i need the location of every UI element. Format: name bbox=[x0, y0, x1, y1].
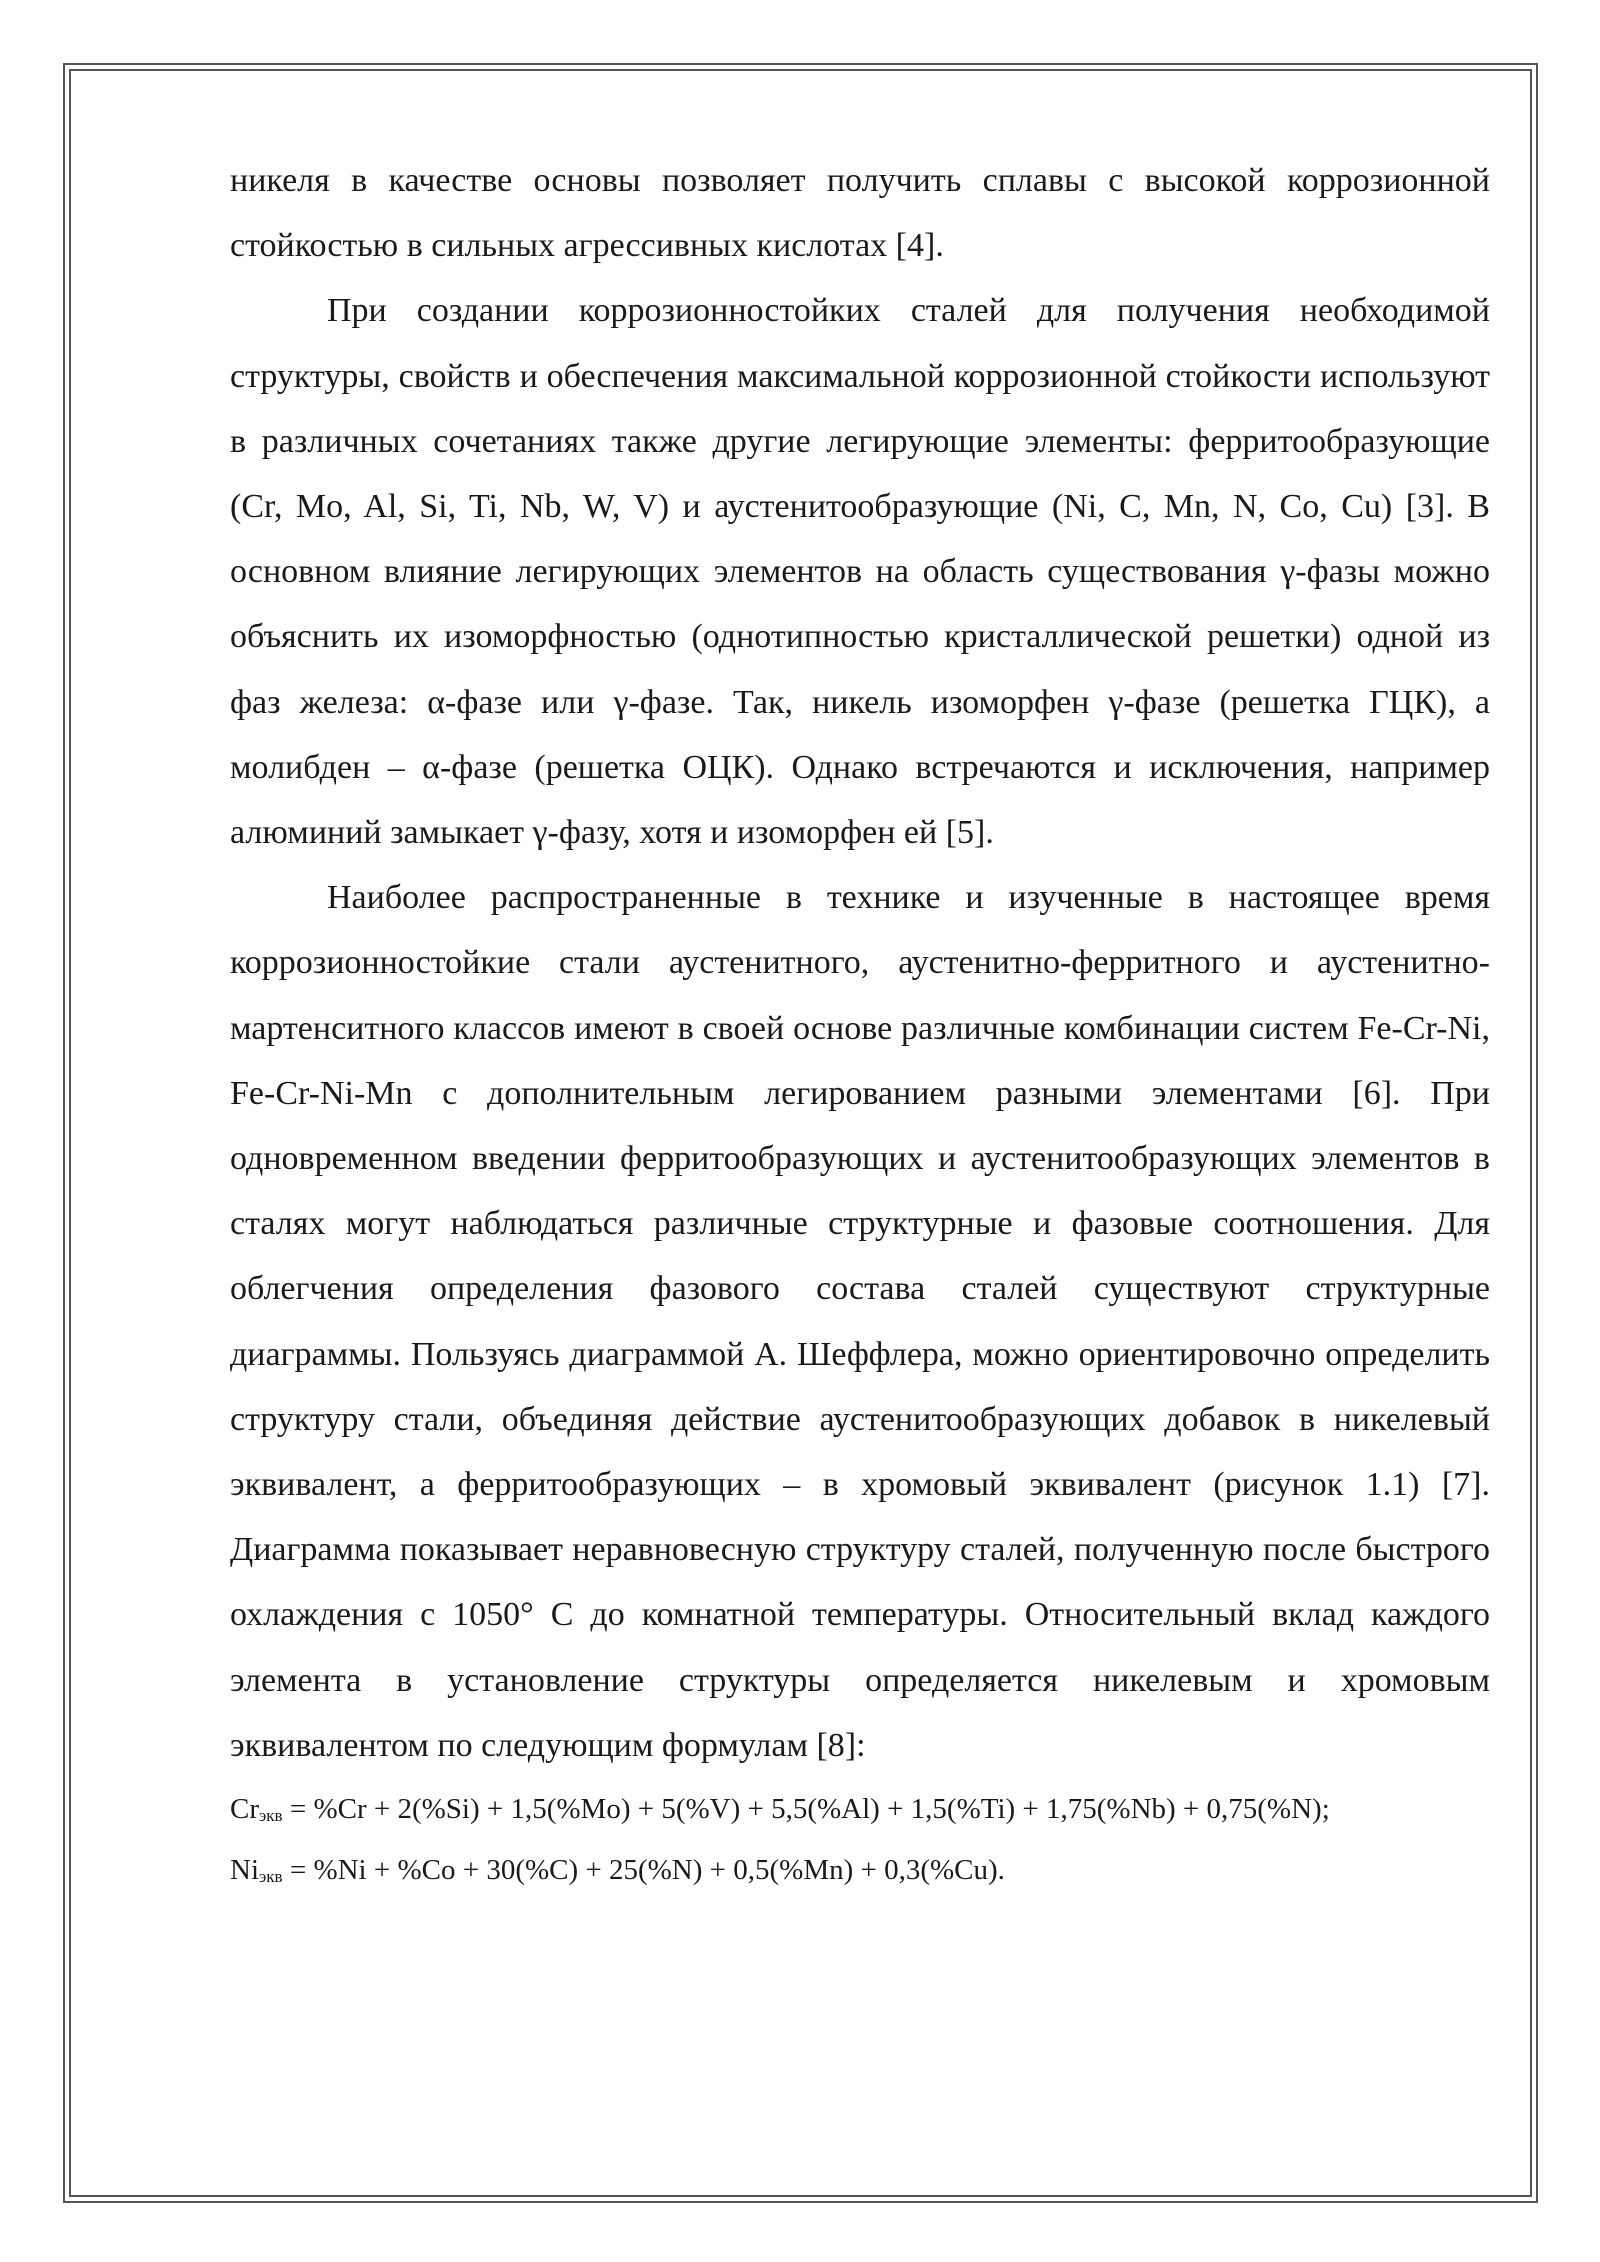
paragraph-3: Наиболее распространенные в технике и изученные в настоящее время коррозионностойкие стали аустенитного, аустенитно-ферритного и аустенитно-мартенситного классов имеют в своей основе различные комбинации систем Fe-Cr-Ni, Fe-Cr-Ni-Mn с дополнительным легированием разными элементами [6]. При одновременном введении ферритообразующих и аустенитообразующих элементов в сталях могут наблюдаться различные структурные и фазовые соотношения. Для облегчения определения фазового состава сталей существуют структурные диаграммы. Пользуясь диаграммой А. Шеффлера, можно ориентировочно определить структуру стали, объединяя действие аустенитообразующих добавок в никелевый эквивалент, а ферритообразующих – в хромовый эквивалент (рисунок 1.1) [7]. Диаграмма показывает неравновесную структуру сталей, полученную после быстрого охлаждения с 1050° С до комнатной температуры. Относительный вклад каждого элемента в установление структуры определяется никелевым и хромовым эквивалентом по следующим формулам [8]: bbox=[230, 879, 1490, 1764]
formula-symbol: Cr bbox=[230, 1793, 259, 1826]
formula-ni-equivalent bbox=[230, 1843, 1490, 1904]
paragraph-1: никеля в качестве основы позволяет получить сплавы с высокой коррозионной стойкостью в сильных агрессивных кислотах [4]. bbox=[230, 162, 1490, 265]
formula-cr-equivalent bbox=[230, 1782, 1490, 1843]
formula-expression: = %Cr + 2(%Si) + 1,5(%Mo) + 5(%V) + 5,5(%Al) + 1,5(%Ti) + 1,75(%Nb) + 0,75(%N); bbox=[282, 1793, 1330, 1826]
paragraph-2: При создании коррозионностойких сталей для получения необходимой структуры, свойств и обеспечения максимальной коррозионной стойкости используют в различных сочетаниях также другие легирующие элементы: ферритообразующие (Cr, Mo, Al, Si, Ti, Nb, W, V) и аустенитообразующие (Ni, C, Mn, N, Co, Cu) [3]. В основном влияние легирующих элементов на область существования γ-фазы можно объяснить их изоморфностью (однотипностью кристаллической решетки) одной из фаз железа: α-фазе или γ-фазе. Так, никель изоморфен γ-фазе (решетка ГЦК), а молибден – α-фазе (решетка ОЦК). Однако встречаются и исключения, например алюминий замыкает γ-фазу, хотя и изоморфен ей [5]. bbox=[230, 292, 1490, 852]
document-body bbox=[230, 148, 1490, 1904]
formula-subscript: экв bbox=[259, 1867, 283, 1887]
formula-subscript: экв bbox=[259, 1806, 283, 1826]
formula-symbol: Ni bbox=[230, 1854, 259, 1887]
formula-expression: = %Ni + %Co + 30(%C) + 25(%N) + 0,5(%Mn) + 0,3(%Cu). bbox=[282, 1854, 1005, 1887]
formula-block bbox=[230, 1782, 1490, 1904]
